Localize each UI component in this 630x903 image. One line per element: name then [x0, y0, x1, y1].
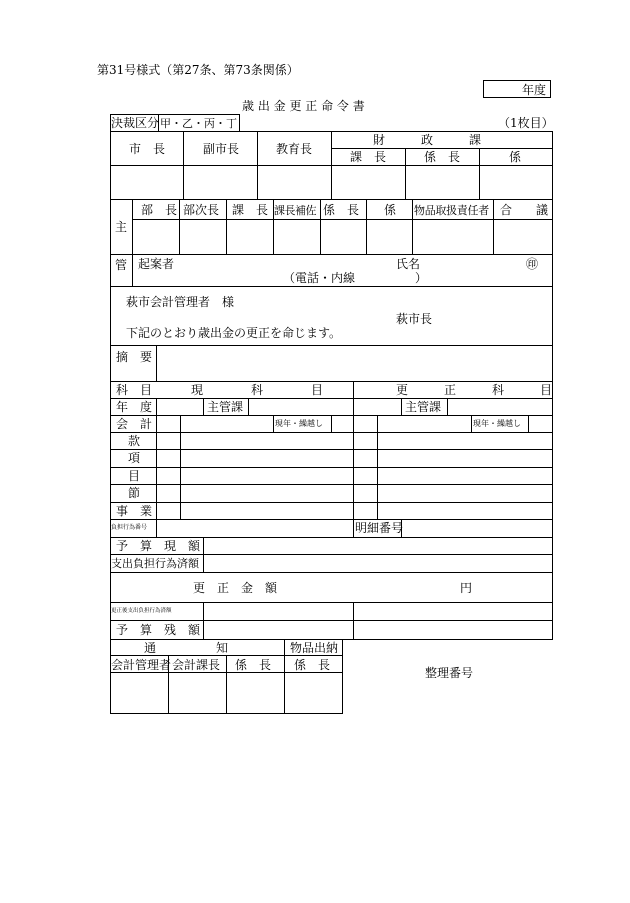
current-subject-header: 現 科 目	[191, 383, 324, 397]
decision-label: 決裁区分	[111, 116, 160, 130]
divider	[353, 602, 354, 640]
divider	[203, 602, 204, 640]
project-label: 事 業	[116, 504, 153, 518]
divider	[110, 467, 553, 468]
superintendent-header: 教育長	[276, 142, 313, 156]
managing-division-current: 主管課	[207, 400, 244, 414]
divider	[156, 519, 157, 537]
divider	[405, 148, 406, 200]
divider	[110, 484, 553, 485]
divider	[331, 148, 553, 149]
budget-remaining-label: 予 算 残 額	[116, 623, 201, 637]
divider	[180, 415, 181, 519]
divider	[110, 449, 553, 450]
year-label: 年 度	[116, 400, 153, 414]
name-label: 氏名	[396, 257, 421, 271]
divider	[284, 639, 285, 714]
divider	[226, 199, 227, 254]
correction-amount-label: 更 正 金 額	[193, 581, 278, 595]
divider	[273, 415, 274, 432]
divider	[377, 415, 378, 519]
paid-burden-label: 支出負担行為済額	[111, 557, 199, 570]
kan-label: 款	[128, 434, 141, 448]
divider	[203, 398, 204, 415]
divider	[320, 199, 321, 254]
dept-head-header: 部 長	[141, 203, 178, 217]
divider	[401, 398, 402, 415]
divider	[528, 415, 529, 432]
managing-label-top: 主	[115, 220, 128, 234]
burden-number-label: 負担行為番号	[111, 524, 148, 531]
divider	[353, 381, 354, 537]
after-burden-label: 更正後支出負担行為済額	[111, 608, 172, 614]
form-title: 歳 出 金 更 正 命 令 書	[242, 99, 365, 113]
divider	[110, 554, 553, 555]
finance-division-header: 財 政 課	[373, 133, 482, 147]
chief-header-1: 係 長	[235, 658, 272, 672]
seal-mark: ㊞	[526, 257, 539, 271]
divider	[156, 398, 157, 519]
divider	[479, 148, 480, 200]
sheet-note: （1枚目）	[498, 116, 554, 130]
divider	[257, 131, 258, 200]
divider	[110, 572, 553, 573]
divider	[331, 131, 332, 200]
finance-subchief-header: 係 長	[424, 150, 461, 164]
managing-label-bottom: 管	[115, 258, 128, 272]
chief-header-2: 係 長	[294, 658, 331, 672]
form-number: 第31号様式（第27条、第73条関係）	[97, 63, 299, 77]
sender: 萩市長	[396, 312, 433, 326]
divider	[366, 199, 367, 254]
divider	[110, 602, 553, 603]
notice-body: 下記のとおり歳出金の更正を命じます。	[126, 326, 342, 340]
assistant-chief-header: 課長補佐	[274, 204, 316, 217]
divider	[110, 432, 553, 433]
yen-unit: 円	[460, 581, 473, 595]
kou-label: 項	[128, 451, 141, 465]
divider	[110, 254, 553, 255]
subject-label: 科 目	[116, 383, 153, 397]
managing-division-corrected: 主管課	[405, 400, 442, 414]
divider	[110, 620, 553, 621]
divider	[447, 398, 448, 415]
divider	[203, 537, 204, 572]
budget-current-label: 予 算 現 額	[116, 539, 201, 553]
divider	[471, 415, 472, 432]
summary-label: 摘 要	[116, 350, 153, 364]
divider	[156, 345, 157, 381]
fiscal-carry-current: 現年・繰越し	[275, 419, 323, 428]
divider	[183, 131, 184, 200]
reference-number-label: 整理番号	[425, 666, 474, 680]
phone-extension: （電話・内線 ）	[283, 271, 428, 285]
divider	[110, 537, 553, 538]
divider	[132, 199, 133, 287]
section-chief-header: 課 長	[232, 203, 269, 217]
divider	[110, 381, 553, 382]
fiscal-carry-corrected: 現年・繰越し	[473, 419, 521, 428]
goods-manager-header: 物品取扱責任者	[414, 204, 489, 217]
divider	[493, 199, 494, 254]
divider	[110, 398, 553, 399]
corrected-subject-header: 更 正 科 目	[396, 383, 553, 397]
divider	[132, 219, 553, 220]
staff-header: 係	[384, 203, 397, 217]
fiscal-year-box	[483, 80, 551, 98]
fiscal-year-label: 年度	[521, 83, 546, 97]
consultation-header: 合 議	[500, 203, 549, 217]
setsu-label: 節	[128, 486, 141, 500]
vice-mayor-header: 副市長	[203, 142, 240, 156]
goods-header: 物品出納	[290, 641, 339, 655]
acc-chief-header: 会計課長	[172, 658, 221, 672]
accountant-header: 会計管理者	[111, 658, 172, 672]
divider	[110, 502, 553, 503]
divider	[110, 519, 553, 520]
divider	[412, 199, 413, 254]
subsection-chief-header: 係 長	[323, 203, 360, 217]
divider	[226, 655, 227, 714]
decision-options: 甲・乙・丙・丁	[160, 117, 237, 130]
notice-header: 通 知	[144, 641, 229, 655]
accounting-label: 会 計	[116, 417, 153, 431]
finance-chief-header: 課 長	[350, 150, 387, 164]
finance-staff-header: 係	[509, 150, 522, 164]
deputy-dept-head-header: 部次長	[183, 203, 220, 217]
moku-label: 目	[128, 469, 141, 483]
detail-number-label: 明細番号	[355, 521, 404, 535]
divider	[179, 199, 180, 254]
drafter-label: 起案者	[138, 257, 175, 271]
divider	[331, 415, 332, 432]
divider	[248, 398, 249, 415]
mayor-header: 市 長	[129, 142, 166, 156]
addressee: 萩市会計管理者 様	[126, 295, 235, 309]
